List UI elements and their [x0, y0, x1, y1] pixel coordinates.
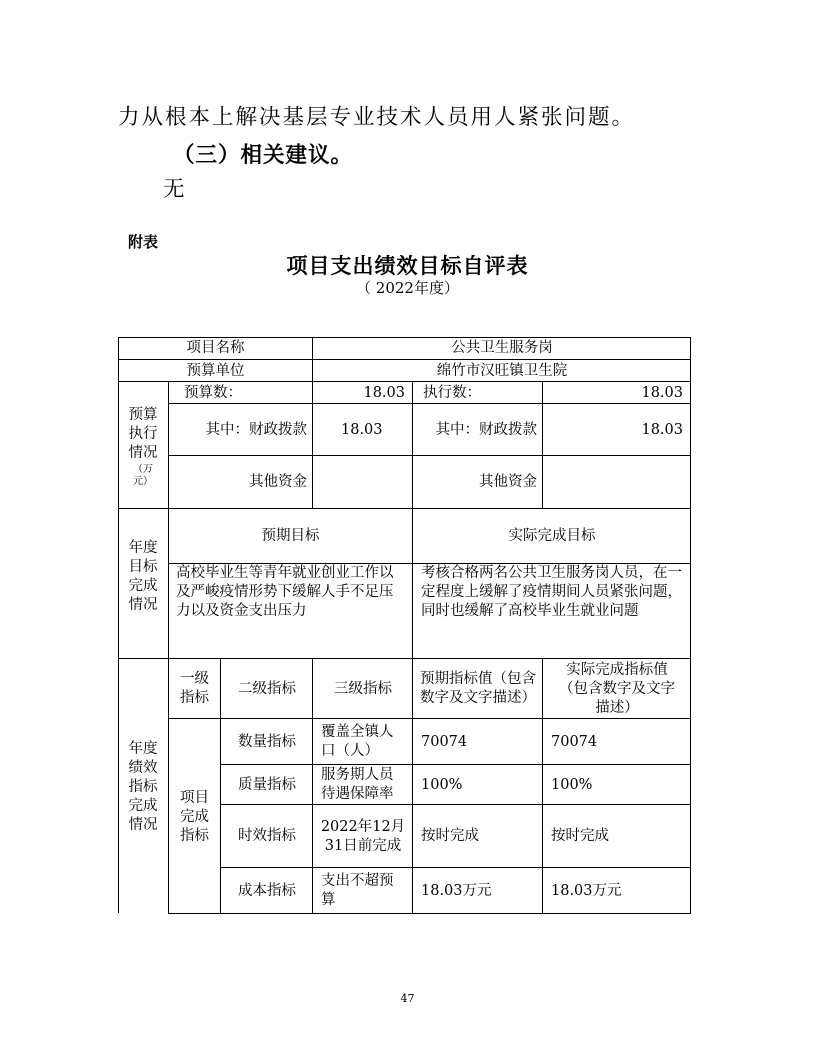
fiscal-allocation-label-1: 其中：财政拨款 — [205, 421, 307, 438]
col-level3-header: 三级指标 — [334, 680, 392, 697]
table-row-level2: 质量指标 — [238, 776, 296, 793]
table-row-level2: 时效指标 — [238, 828, 296, 844]
exec-amount-label: 执行数： — [423, 384, 481, 401]
body-paragraph-1: 力从根本上解决基层专业技术人员用人紧张问题。 — [118, 105, 636, 130]
actual-goal-text — [413, 564, 691, 658]
budget-amount-value: 18.03 — [363, 384, 405, 401]
table-row-actual: 70074 — [551, 733, 598, 750]
table-row-expected: 70074 — [421, 733, 468, 750]
budget-amount-label: 预算数： — [184, 384, 242, 401]
expected-goal-header: 预期目标 — [261, 528, 320, 544]
performance-table — [118, 337, 691, 913]
project-name-label: 项目名称 — [186, 340, 245, 356]
table-row-expected: 18.03万元 — [421, 882, 492, 899]
table-row-level3-text: 覆盖全镇人口（人） — [321, 724, 394, 759]
table-row-level3 — [313, 719, 413, 765]
fiscal-allocation-value-1: 18.03 — [341, 421, 383, 438]
table-row-level3-text: 支出不超预算 — [321, 873, 394, 908]
col-level2-header: 二级指标 — [238, 680, 296, 697]
table-row-level3 — [313, 765, 413, 805]
exec-amount-value: 18.03 — [641, 384, 683, 401]
table-row-level3 — [313, 805, 413, 868]
expected-goal-text-content: 高校毕业生等青年就业创业工作以及严峻疫情形势下缓解人手不足压力以及资金支出压力 — [176, 565, 394, 619]
annual-goal-label: 年度目标完成情况 — [128, 540, 158, 613]
table-row-level3-text: 服务期人员待遇保障率 — [321, 767, 394, 802]
table-row-expected: 100% — [421, 776, 463, 793]
project-name-value: 公共卫生服务岗 — [451, 340, 553, 356]
table-row-level2: 成本指标 — [238, 882, 296, 899]
fiscal-allocation-label-2: 其中：财政拨款 — [435, 421, 537, 438]
other-funds-label-1: 其他资金 — [249, 473, 307, 490]
table-row-level3-text: 2022年12月31日前完成 — [320, 818, 406, 854]
table-row-level3 — [313, 868, 413, 914]
table-row-level2: 数量指标 — [238, 733, 296, 750]
expected-goal-text — [168, 564, 413, 658]
budget-unit-value: 绵竹市汉旺镇卫生院 — [436, 362, 568, 379]
budget-unit-label: 预算单位 — [186, 362, 245, 379]
perf-indicator-label: 年度绩效指标完成情况 — [128, 740, 158, 833]
fiscal-allocation-value-2: 18.03 — [641, 421, 683, 438]
year-line: （ 2022年度） — [356, 279, 459, 297]
body-paragraph-none: 无 — [163, 177, 185, 202]
level1-project-completion: 项目完成指标 — [180, 789, 209, 844]
table-row-expected: 按时完成 — [421, 828, 479, 844]
page-number: 47 — [400, 992, 415, 1005]
col-actual-header: 实际完成指标值（包含数字及文字描述） — [559, 661, 675, 716]
appendix-label: 附表 — [128, 233, 159, 251]
budget-exec-label: 预算执行情况 — [128, 406, 158, 461]
other-funds-label-2: 其他资金 — [479, 473, 537, 490]
table-row-actual: 18.03万元 — [551, 882, 622, 899]
budget-exec-unit: （万元） — [133, 464, 153, 487]
section-heading: （三）相关建议。 — [173, 143, 354, 168]
col-level1-header: 一级指标 — [180, 671, 209, 706]
col-expected-header: 预期指标值（包含数字及文字描述） — [420, 671, 536, 706]
actual-goal-text-content: 考核合格两名公共卫生服务岗人员，在一定程度上缓解了疫情期间人员紧张问题，同时也缓解了高校毕业生就业问题 — [421, 565, 682, 619]
table-row-actual: 100% — [551, 776, 593, 793]
table-title: 项目支出绩效目标自评表 — [286, 254, 529, 278]
table-row-actual: 按时完成 — [551, 828, 609, 844]
actual-goal-header: 实际完成目标 — [508, 528, 596, 544]
